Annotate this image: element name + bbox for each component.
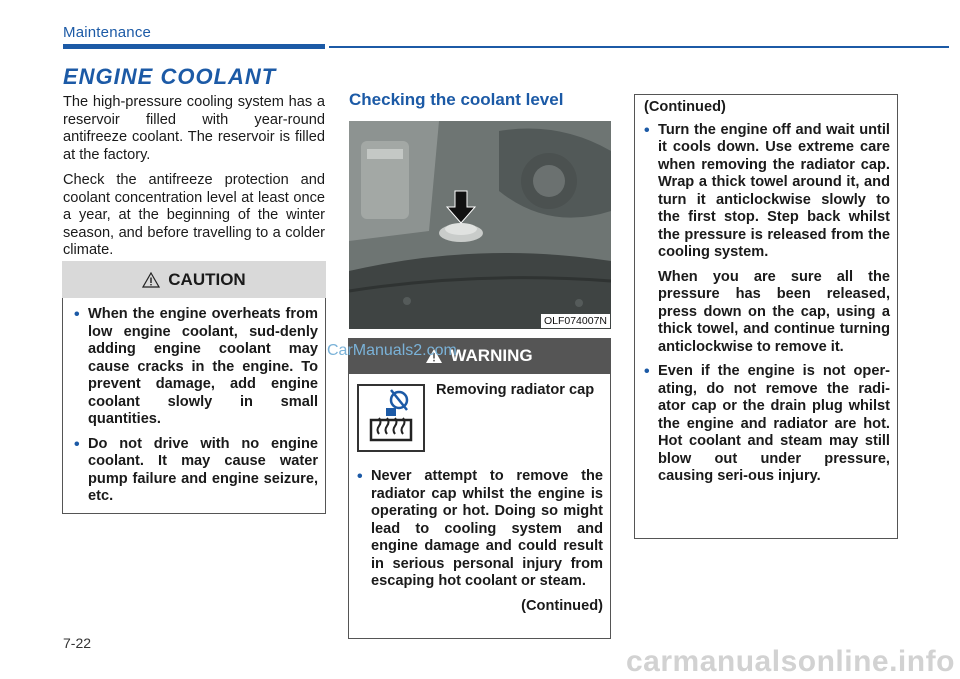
warning-item: • Never attempt to remove the radiator cap whilst the engine is operating or hot. Doing so might lead to cooling system and engine damage and could result in serious personal injury from escaping hot coolant or steam.	[357, 468, 603, 591]
caution-item: • Do not drive with no engine coolant. It may cause water pump failure and engine seizure, etc.	[74, 436, 318, 506]
caution-content	[74, 306, 318, 513]
engine-photo	[349, 121, 611, 329]
warning-content	[357, 468, 603, 615]
intro-paragraph-1: The high-pressure cooling system has a reservoir filled with year-round antifreeze coolant. The reservoir is filled at the factory.	[63, 94, 325, 163]
watermark: CarManuals2.com	[327, 342, 457, 359]
caution-item: • When the engine overheats from low engine coolant, sud-denly adding engine coolant may cause cracks in the engine. To prevent damage, add engine coolant slowly in small quantities.	[74, 306, 318, 429]
header-rule-thin	[329, 46, 949, 48]
radiator-cap-icon	[357, 384, 425, 452]
icon-caption: Removing radiator cap	[436, 382, 595, 398]
caution-triangle-icon	[142, 272, 160, 288]
section-subtitle: Checking the coolant level	[349, 90, 564, 109]
continued-heading: (Continued)	[644, 99, 726, 115]
continued-item: • Even if the engine is not oper-ating, do not remove the radi-ator cap or the drain plug whilst the engine and radiator are hot. Hot coolant and steam may still blow out under pressure, causing seri-ous injury.	[644, 363, 890, 486]
header-rule-thick	[63, 44, 325, 49]
continued-content	[644, 99, 890, 493]
page-title: ENGINE COOLANT	[63, 64, 277, 89]
caution-header	[62, 261, 326, 298]
image-code: OLF074007N	[541, 314, 610, 328]
hot-radiator-icon	[359, 386, 423, 450]
intro-text	[63, 94, 325, 260]
engine-bay-illustration	[349, 121, 611, 329]
continued-label: (Continued)	[521, 597, 603, 614]
intro-paragraph-2: Check the antifreeze protection and coolant concentration level at least once a year, at the beginning of the winter season, and before travelling to a colder climate.	[63, 172, 325, 258]
continued-item-text-cont: When you are sure all the pressure has been released, press down on the cap, using a thick towel, and continue turning anticlockwise to remove it.	[658, 268, 890, 355]
page-number: 7-22	[63, 635, 92, 651]
continued-item	[644, 122, 890, 357]
warning-label: WARNING	[450, 346, 533, 365]
continued-item-text: Turn the engine off and wait until it cools down. Use extreme care when removing the radiator cap. Wrap a thick towel around it, and turn it anticlockwise slowly to the first stop. Step back whilst the pressure is released from the cooling system.	[658, 121, 890, 260]
caution-label: CAUTION	[168, 269, 246, 289]
section-label: Maintenance	[63, 24, 152, 41]
footer-watermark: carmanualsonline.info	[626, 645, 955, 678]
